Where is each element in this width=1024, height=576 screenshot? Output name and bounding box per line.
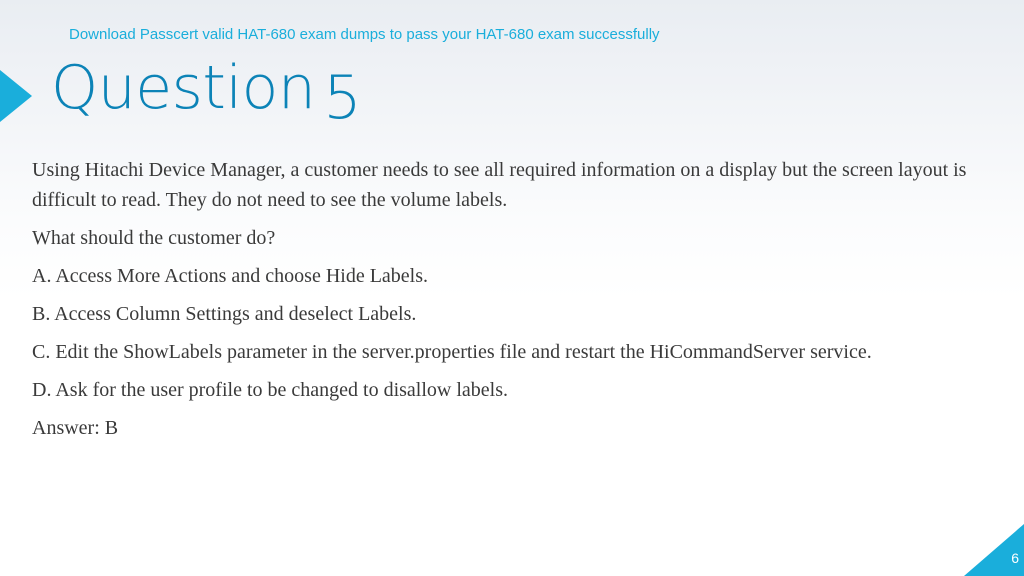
option-b: B. Access Column Settings and deselect Labels. [32, 303, 417, 325]
option-d: D. Ask for the user profile to be changed to disallow labels. [32, 379, 508, 401]
option-a: A. Access More Actions and choose Hide Labels. [32, 265, 429, 287]
answer-line: Answer: B [32, 417, 119, 439]
question-paragraph: Using Hitachi Device Manager, a customer needs to see all required information on a display but the screen layout is difficult to read. They do not need to see the volume labels. [32, 159, 967, 211]
slide-title [51, 52, 362, 133]
option-c: C. Edit the ShowLabels parameter in the server.properties file and restart the HiCommandServer service. [32, 341, 872, 363]
page-number: 6 [1011, 550, 1019, 566]
title-word: Question [51, 53, 316, 123]
question-number: 5 [323, 63, 362, 133]
title-arrow-icon [0, 70, 32, 122]
question-body [32, 155, 1002, 451]
question-prompt: What should the customer do? [32, 227, 276, 249]
download-link[interactable]: Download Passcert valid HAT-680 exam dumps to pass your HAT-680 exam successfully [69, 26, 660, 43]
